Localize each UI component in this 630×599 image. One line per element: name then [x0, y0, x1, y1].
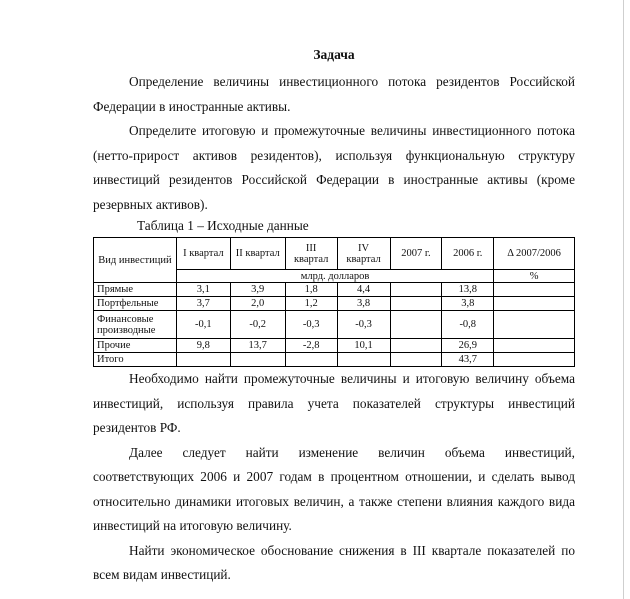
units-percent: % — [494, 270, 575, 283]
row-name: Прочие — [94, 339, 177, 353]
header-q2: II квартал — [230, 238, 285, 270]
table-row — [94, 353, 575, 367]
page-edge — [623, 0, 624, 599]
cell-2006: 13,8 — [442, 283, 494, 297]
cell-q1: 3,1 — [176, 283, 230, 297]
cell-q4: 3,8 — [337, 297, 390, 311]
cell-q1 — [176, 353, 230, 367]
cell-2006: 3,8 — [442, 297, 494, 311]
cell-q4 — [337, 353, 390, 367]
cell-q3: 1,2 — [285, 297, 337, 311]
cell-q2: -0,2 — [230, 311, 285, 339]
table-caption: Таблица 1 – Исходные данные — [137, 218, 309, 233]
header-q1: I квартал — [176, 238, 230, 270]
cell-q4: -0,3 — [337, 311, 390, 339]
cell-q2 — [230, 353, 285, 367]
cell-q1: -0,1 — [176, 311, 230, 339]
cell-2006: 26,9 — [442, 339, 494, 353]
paragraph-5: Найти экономическое обоснование снижения в III квартале показателей по всем видам инвестиций. — [93, 542, 575, 582]
header-q4: IV квартал — [337, 238, 390, 270]
cell-q4: 10,1 — [337, 339, 390, 353]
document-title: Задача — [313, 47, 355, 62]
paragraph-2: Определите итоговую и промежуточные величины инвестиционного потока (нетто-прирост активов резидентов), используя функциональную структуру инвестиций резидентов Российской Федерации в иностранные активы (кроме резервных активов). — [93, 123, 575, 212]
row-name: Финансовые производные — [94, 311, 177, 339]
paragraph-1: Определение величины инвестиционного потока резидентов Российской Федерации в иностранные активы. — [93, 74, 575, 114]
row-name: Итого — [94, 353, 177, 367]
cell-q2: 2,0 — [230, 297, 285, 311]
row-name: Портфельные — [94, 297, 177, 311]
cell-q2: 13,7 — [230, 339, 285, 353]
paragraphs-after — [93, 367, 575, 588]
table-row — [94, 311, 575, 339]
cell-2007 — [390, 339, 442, 353]
table-header-row — [94, 238, 575, 270]
cell-2007 — [390, 311, 442, 339]
cell-q1: 3,7 — [176, 297, 230, 311]
cell-2007 — [390, 283, 442, 297]
cell-delta — [494, 339, 575, 353]
cell-delta — [494, 283, 575, 297]
cell-delta — [494, 353, 575, 367]
header-q3: III квартал — [285, 238, 337, 270]
header-investment-type: Вид инвестиций — [94, 238, 177, 283]
cell-q3 — [285, 353, 337, 367]
table-row — [94, 297, 575, 311]
header-2007: 2007 г. — [390, 238, 442, 270]
cell-q3: -2,8 — [285, 339, 337, 353]
cell-2007 — [390, 297, 442, 311]
document-body — [93, 46, 575, 588]
cell-2006: 43,7 — [442, 353, 494, 367]
paragraph-4: Далее следует найти изменение величин объема инвестиций, соответствующих 2006 и 2007 годам в процентном отношении, и сделать вывод относительно динамики итоговых величин, а также степени влияния каждого вида инвестиций на итоговую величину. — [93, 444, 575, 533]
cell-q2: 3,9 — [230, 283, 285, 297]
table-row — [94, 339, 575, 353]
source-data-table — [93, 237, 575, 367]
cell-2006: -0,8 — [442, 311, 494, 339]
cell-delta — [494, 297, 575, 311]
header-delta: Δ 2007/2006 — [494, 238, 575, 270]
cell-delta — [494, 311, 575, 339]
header-2006: 2006 г. — [442, 238, 494, 270]
paragraph-3: Необходимо найти промежуточные величины и итоговую величину объема инвестиций, используя правила учета показателей структуры инвестиций резидентов РФ. — [93, 371, 575, 435]
cell-q1: 9,8 — [176, 339, 230, 353]
cell-q3: 1,8 — [285, 283, 337, 297]
table-row — [94, 283, 575, 297]
units-amount: млрд. долларов — [176, 270, 493, 283]
cell-q3: -0,3 — [285, 311, 337, 339]
row-name: Прямые — [94, 283, 177, 297]
cell-q4: 4,4 — [337, 283, 390, 297]
cell-2007 — [390, 353, 442, 367]
